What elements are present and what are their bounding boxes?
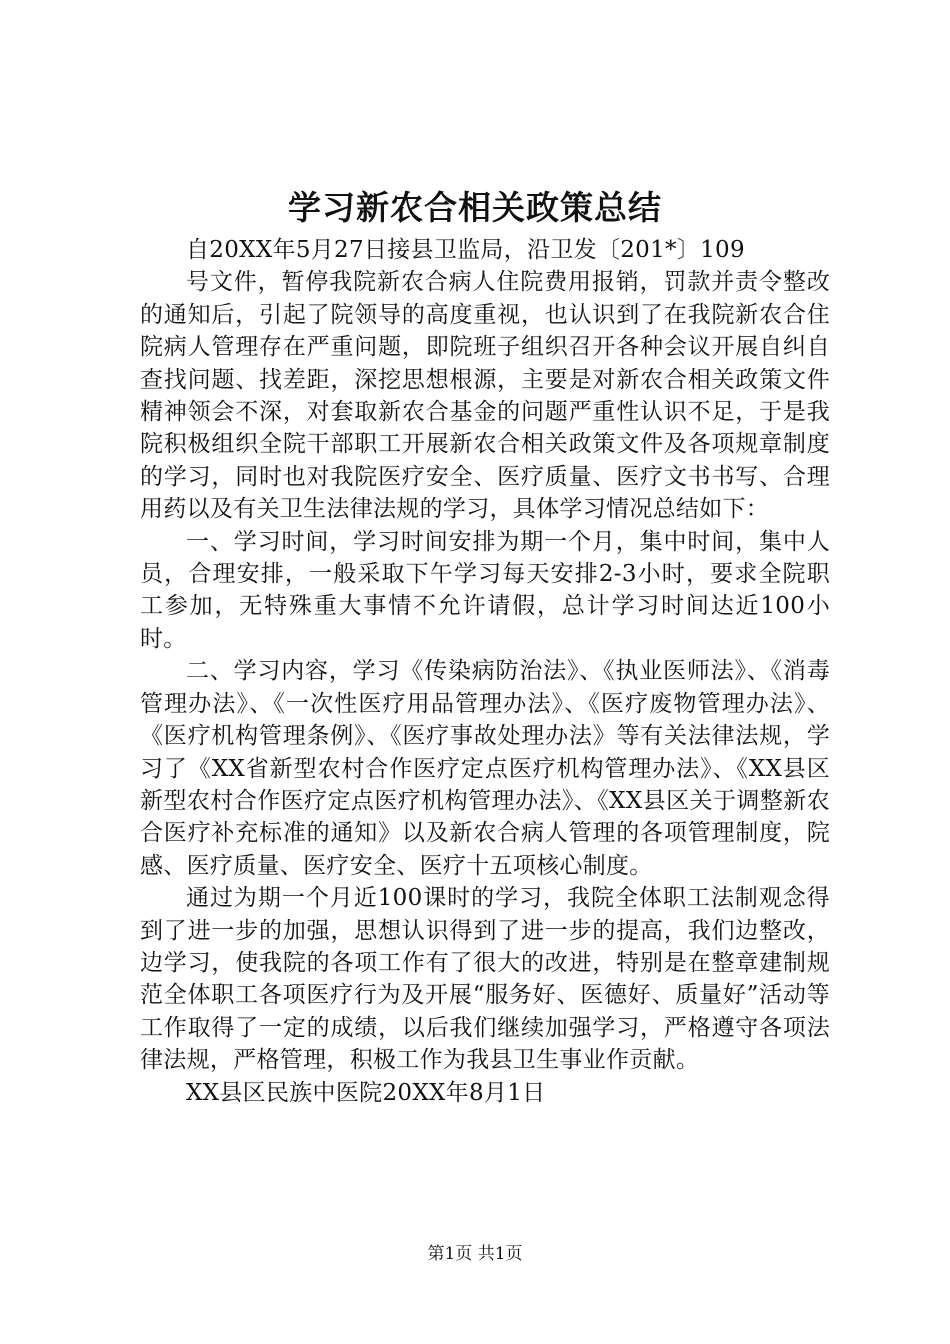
paragraph-study-content: 二、学习内容，学习《传染病防治法》、《执业医师法》、《消毒管理办法》、《一次性医疗用品管理办法》、《医疗废物管理办法》、《医疗机构管理条例》、《医疗事故处理办法》等有关法律法规，学习了《XX省新型农村合作医疗定点医疗机构管理办法》、《XX县区新型农村合作医疗定点医疗机构管理办法》、《XX县区关于调整新农合医疗补充标准的通知》以及新农合病人管理的各项管理制度，院感、医疗质量、医疗安全、医疗十五项核心制度。	[140, 658, 830, 879]
signature-line: XX县区民族中医院20XX年8月1日	[186, 1079, 546, 1106]
paragraph-intro-line: 自20XX年5月27日接县卫监局，沿卫发〔201*〕109	[186, 237, 745, 263]
paragraph-study-time: 一、学习时间，学习时间安排为期一个月，集中时间，集中人员，合理安排，一般采取下午学习每天安排2-3小时，要求全院职工参加，无特殊重大事情不允许请假，总计学习时间达近100小时。	[140, 528, 830, 652]
paragraph-conclusion: 通过为期一个月近100课时的学习，我院全体职工法制观念得到了进一步的加强，思想认识得到了进一步的提高，我们边整改，边学习，使我院的各项工作有了很大的改进，特别是在整章建制规范全体职工各项医疗行为及开展“服务好、医德好、质量好”活动等工作取得了一定的成绩，以后我们继续加强学习，严格遵守各项法律法规，严格管理，积极工作为我县卫生事业作贡献。	[140, 885, 830, 1074]
page-footer: 第1页 共1页	[427, 1244, 523, 1264]
document-body	[140, 234, 830, 1109]
document-title: 学习新农合相关政策总结	[288, 188, 662, 227]
paragraph-intro-body: 号文件，暂停我院新农合病人住院费用报销，罚款并责令整改的通知后，引起了院领导的高度重视，也认识到了在我院新农合住院病人管理存在严重问题，即院班子组织召开各种会议开展自纠自查找问题、找差距，深挖思想根源，主要是对新农合相关政策文件精神领会不深，对套取新农合基金的问题严重性认识不足，于是我院积极组织全院干部职工开展新农合相关政策文件及各项规章制度的学习，同时也对我院医疗安全、医疗质量、医疗文书书写、合理用药以及有关卫生法律法规的学习，具体学习情况总结如下：	[140, 269, 830, 523]
